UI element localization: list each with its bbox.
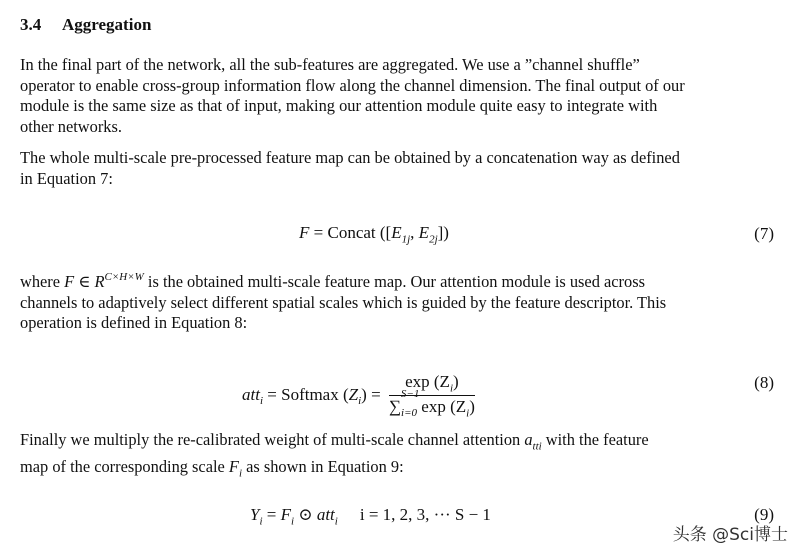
fraction-numerator: $\exp (Z_i)$ xyxy=(389,372,475,396)
text-line: module is the same size as that of input, making our attention module quite easy to integrate with xyxy=(20,96,658,115)
text-line: in Equation 7: xyxy=(20,168,113,188)
paragraph-recalibration xyxy=(20,430,776,484)
text-line: channels to adaptively select different spatial scales which is guided by the feature descriptor. This xyxy=(20,292,667,312)
paragraph-channel-shuffle xyxy=(20,55,776,137)
paragraph-attention-module xyxy=(20,267,776,334)
watermark: 头条 @Sci博士 xyxy=(672,525,788,545)
text-line: operation is defined in Equation 8: xyxy=(20,313,248,332)
text-line: In the final part of the network, all the sub-features are aggregated. We use a ”channel shuffle” xyxy=(20,55,640,74)
softmax-fraction xyxy=(389,372,475,420)
equation-8-number: (8) xyxy=(754,373,774,392)
equation-8-body: att$_i$ = Softmax $(Z_i)$ = $\exp (Z_i)$ ∑ S−1 $_{i=0}$ $\exp (Z_i)$ xyxy=(242,372,475,420)
section-title: Aggregation xyxy=(62,15,152,34)
text-line: Finally we multiply the re-calibrated weight of multi-scale channel attention $a_{tti}$ with the feature xyxy=(20,430,649,453)
fraction-denominator: ∑ S−1 $_{i=0}$ $\exp (Z_i)$ xyxy=(388,388,475,420)
summation-symbol: ∑ xyxy=(388,397,402,417)
equation-8 xyxy=(0,358,798,420)
equation-7-body: F = Concat ([$E_{1j}$, $E_{2j}$]) xyxy=(299,223,449,246)
section-number: 3.4 xyxy=(20,15,42,34)
equation-7-number: (7) xyxy=(754,224,774,243)
section-heading xyxy=(20,15,151,35)
equation-7 xyxy=(0,223,798,249)
text-line: map of the corresponding scale $F_i$ as shown in Equation 9: xyxy=(20,456,404,480)
equation-9-number: (9) xyxy=(754,505,774,524)
text-line: operator to enable cross-group information flow along the channel dimension. The final output of our xyxy=(20,75,685,95)
text-line: The whole multi-scale pre-processed feature map can be obtained by a concatenation way as defined xyxy=(20,148,680,167)
text-line: other networks. xyxy=(20,116,122,136)
equation-9-body: $Y_i = F_i$ ⊙ att$_i$ i = 1, 2, 3, ··· S − 1 xyxy=(250,505,491,528)
text-line: where F ∈ $R^{C\times H\times W}$ is the obtained multi-scale feature map. Our attention module is used across xyxy=(20,271,645,291)
paragraph-feature-map xyxy=(20,148,776,189)
